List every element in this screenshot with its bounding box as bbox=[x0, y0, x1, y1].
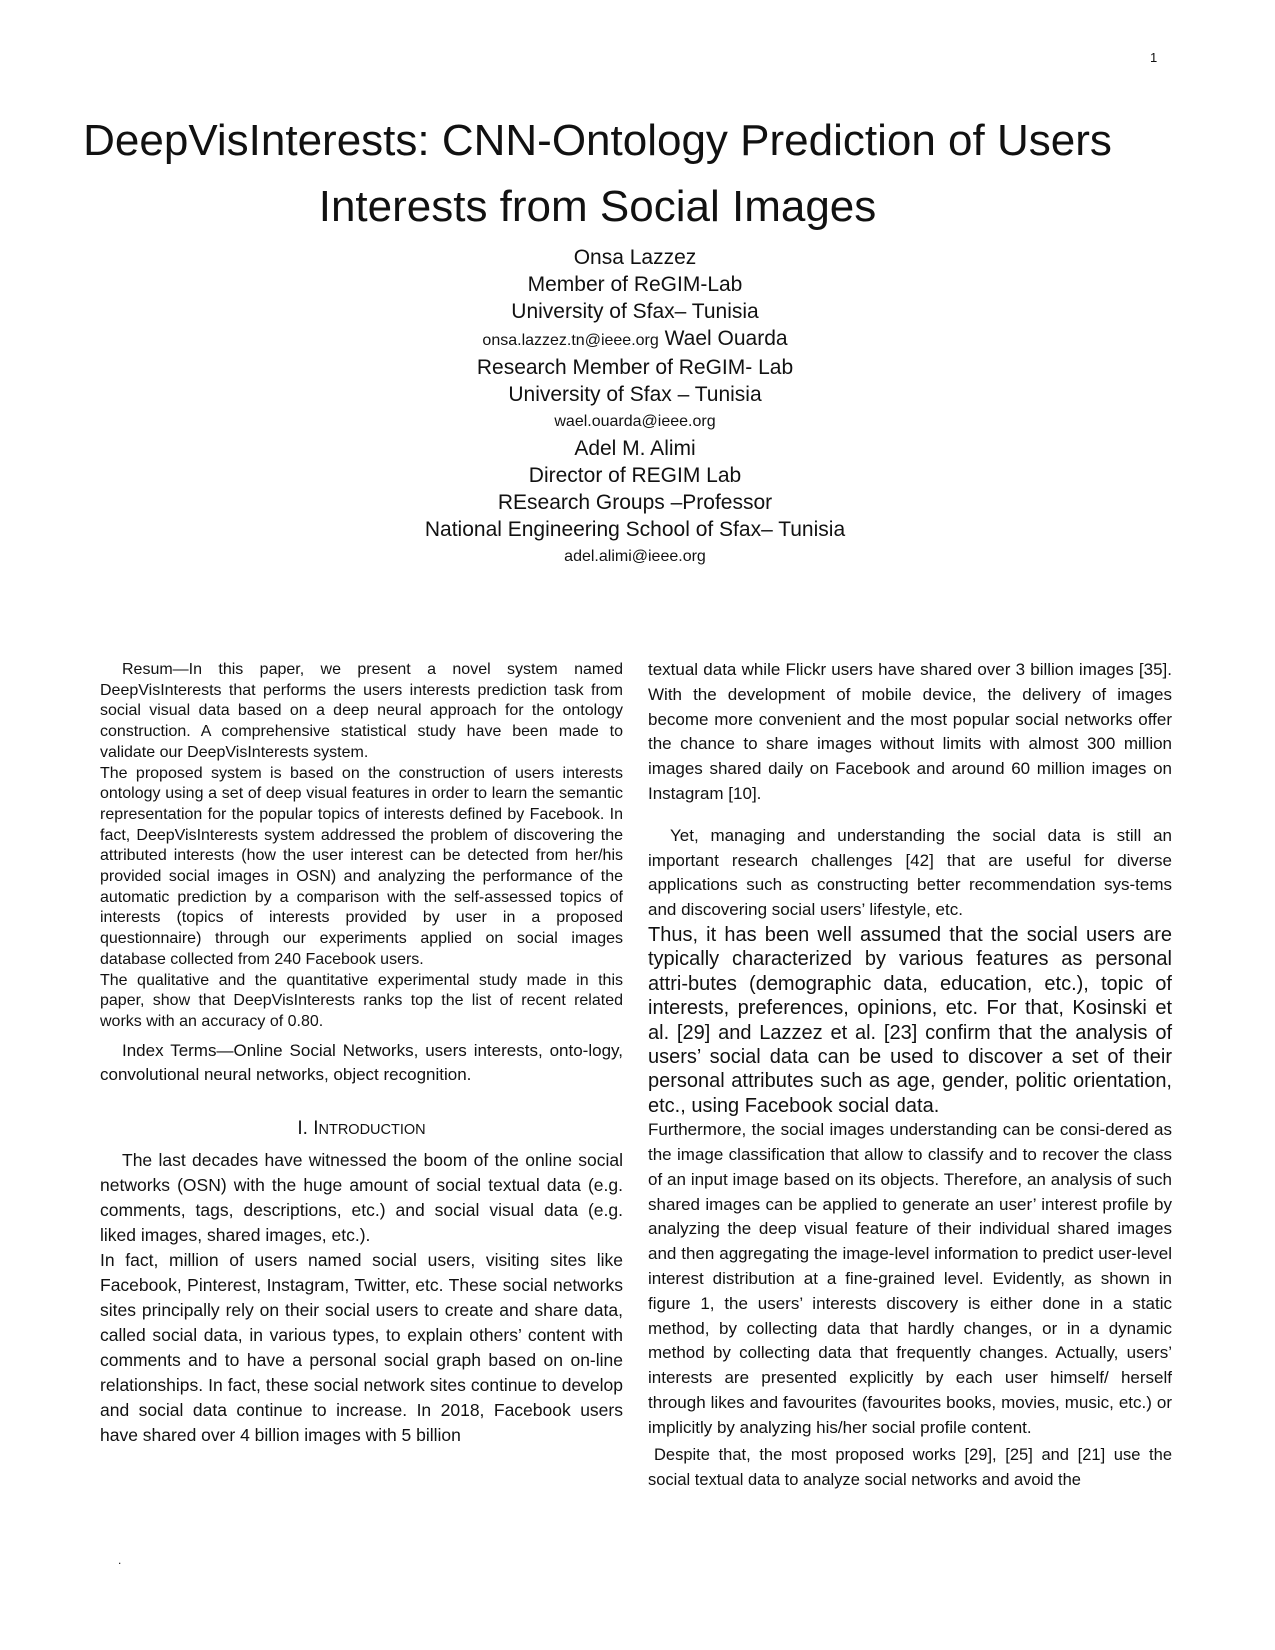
right-column bbox=[648, 658, 1172, 1493]
author-1-role: Member of ReGIM-Lab bbox=[527, 273, 743, 296]
intro-paragraph-1: The last decades have witnessed the boom of the online social networks (OSN) with the huge amount of social textual data (e.g. comments, tags, descriptions, etc.) and social visual data (e.g. liked images, shared images, etc.). bbox=[100, 1150, 623, 1246]
section-numeral: I. bbox=[297, 1118, 308, 1140]
author-1-affiliation: University of Sfax– Tunisia bbox=[511, 300, 759, 323]
author-3-role: Director of REGIM Lab bbox=[528, 464, 742, 487]
author-3-role-2: REsearch Groups –Professor bbox=[497, 491, 773, 514]
author-2-affiliation: University of Sfax – Tunisia bbox=[508, 383, 762, 406]
author-1-email: onsa.lazzez.tn@ieee.org bbox=[482, 332, 659, 349]
right-paragraph-4: Furthermore, the social images understanding can be consi-dered as the image classification that allow to classify and to recover the class of an input image based on its objects. Therefore, an analysis of such shared images can be applied to generate an user’ interest profile by analyzing the deep visual feature of their individual shared images and then aggregating the image-level information to predict user-level interest distribution at a fine-grained level. Evidently, as shown in figure 1, the users’ interests discovery is either done in a static method, by collecting data that hardly changes, or in a dynamic method by collecting data that frequently changes. Actually, users’ interests are presented explicitly by each user himself/ herself through likes and favourites (favourites books, movies, music, etc.) or implicitly by analyzing his/her social profile content. bbox=[648, 1120, 1172, 1437]
abstract-paragraph-2: The proposed system is based on the construction of users interests ontology using a set of deep visual features in order to learn the semantic representation for the popular topics of interests defined by Facebook. In fact, DeepVisInterests system addressed the problem of discovering the attributed interests (how the user interest can be detected from her/his provided social images in OSN) and analyzing the performance of the automatic prediction by a comparison with the self-assessed topics of interests (topics of interests provided by user in a proposed questionnaire) through our experiments applied on social images database collected from 240 Facebook users. bbox=[100, 764, 623, 968]
intro-paragraph-2: In fact, million of users named social users, visiting sites like Facebook, Pinterest, Instagram, Twitter, etc. These social networks sites principally rely on their social users to create and share data, called social data, in various types, to explain others’ content with comments and to have a personal social graph based on on-line relationships. In fact, these social network sites continue to develop and social data continue to increase. In 2018, Facebook users have shared over 4 billion images with 5 billion bbox=[100, 1250, 623, 1446]
right-paragraph-5: Despite that, the most proposed works [29], [25] and [21] use the social textual data to analyze social networks and avoid the bbox=[648, 1445, 1172, 1489]
paper-title: DeepVisInterests: CNN-Ontology Prediction of Users Interests from Social Images bbox=[83, 116, 1112, 231]
right-paragraph-2: Yet, managing and understanding the social data is still an important research challenges [42] that are useful for diverse applications such as constructing better recommendation sys-tems and discovering social users’ lifestyle, etc. bbox=[648, 825, 1172, 920]
right-paragraph-3: Thus, it has been well assumed that the social users are typically characterized by various features as personal attri-butes (demographic data, education, etc.), topic of interests, preferences, opinions, etc. For that, Kosinski et al. [29] and Lazzez et al. [23] confirm that the analysis of users’ social data can be used to discover a set of their personal attributes such as age, gender, politic orientation, etc., using Facebook social data. bbox=[648, 923, 1172, 1117]
footer-dot: . bbox=[118, 1553, 122, 1567]
author-2-name: Wael Ouarda bbox=[664, 327, 788, 350]
author-3-email: adel.alimi@ieee.org bbox=[564, 548, 706, 565]
section-title-rest: NTRODUCTION bbox=[318, 1122, 426, 1139]
index-terms: Index Terms—Online Social Networks, users interests, onto-logy, convolutional neural networks, object recognition. bbox=[100, 1040, 623, 1085]
section-heading-introduction bbox=[100, 1118, 623, 1140]
page-number: 1 bbox=[1150, 50, 1158, 65]
right-paragraph-1: textual data while Flickr users have shared over 3 billion images [35]. With the development of mobile device, the delivery of images become more convenient and the most popular social networks offer the chance to share images without limits with almost 300 million images shared daily on Facebook and around 60 million images on Instagram [10]. bbox=[648, 660, 1172, 803]
author-3-affiliation: National Engineering School of Sfax– Tunisia bbox=[424, 518, 846, 541]
author-3-name: Adel M. Alimi bbox=[574, 437, 696, 460]
author-2-email: wael.ouarda@ieee.org bbox=[554, 413, 716, 430]
author-1-name: Onsa Lazzez bbox=[573, 246, 697, 269]
abstract-paragraph-1: Resum—In this paper, we present a novel system named DeepVisInterests that performs the users interests prediction task from social visual data based on a deep neural approach for the ontology construction. A comprehensive statistical study have been made to validate our DeepVisInterests system. bbox=[100, 661, 623, 761]
left-column bbox=[100, 660, 623, 1448]
author-block bbox=[300, 244, 970, 570]
author-1-email-line bbox=[300, 325, 970, 354]
abstract-paragraph-3: The qualitative and the quantitative experimental study made in this paper, show that DeepVisInterests ranks top the list of recent related works with an accuracy of 0.80. bbox=[100, 971, 623, 1030]
author-2-role: Research Member of ReGIM- Lab bbox=[476, 356, 794, 379]
section-title-first-letter: I bbox=[313, 1118, 319, 1140]
